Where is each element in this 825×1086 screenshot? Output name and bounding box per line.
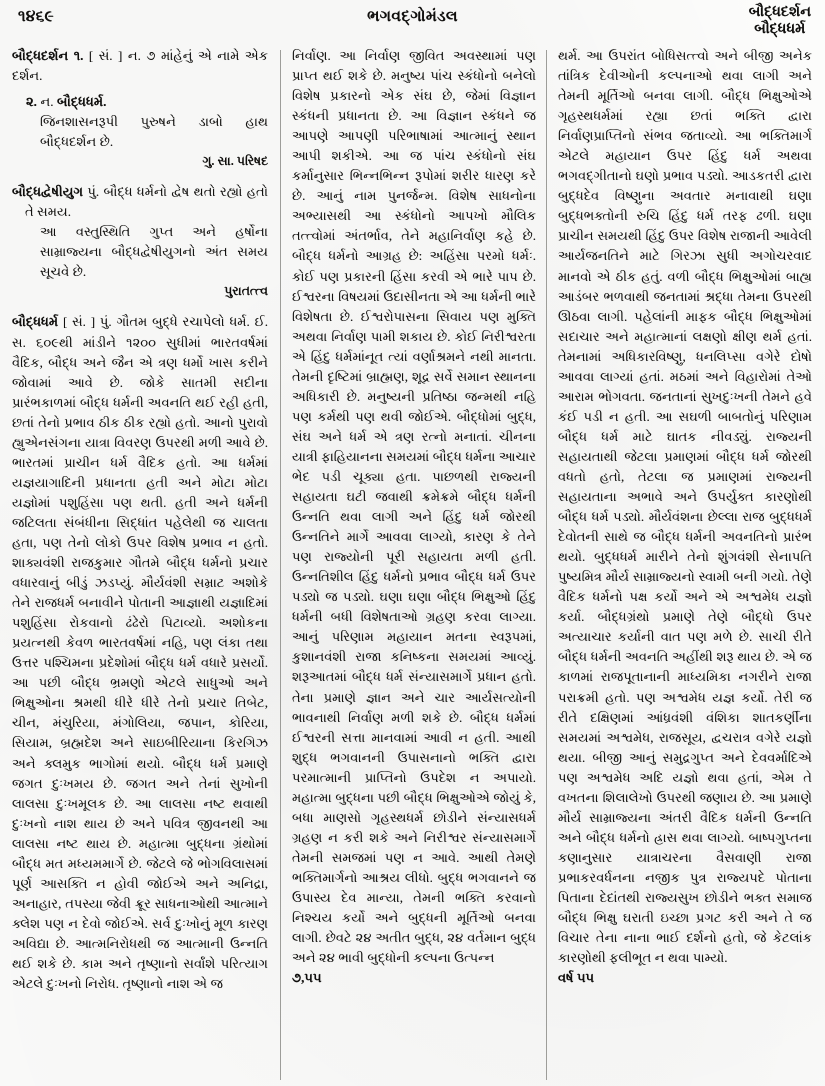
column-rule-1 [280,50,281,1080]
column-container [0,46,825,1086]
column-rule-2 [546,50,547,1080]
column-3 [558,46,812,1086]
book-title: ભગવદ્ગોમંડલ [367,8,458,25]
column-tail-number [292,968,536,988]
entry-headword: બૌદ્ધદ્વેષીયુગ [12,184,84,200]
entry-sense-number: ૧. [73,48,84,63]
entry-headword: બૌદ્ધધર્મ [12,314,59,330]
entry-part-of-speech: પું. [87,184,100,200]
entry-gap [12,301,268,312]
entry-gap [12,171,268,182]
dictionary-entry-bauddhadveshiyug [12,182,268,222]
entry-definition: ૭ માંહેનું એ નામે એક દર્શન. [12,48,268,84]
tail-number-value: વર્ષ ૫૫ [558,970,595,986]
running-head-keyword-1: બૌદ્ધદર્શન [748,4,811,20]
entry-etymology-bracket: [ સં. ] [62,314,96,330]
article-body-continued: થર્મ. આ ઉપરાંત બોધિસત્ત્વો અને બીજી અનેક તાંત્રિક દેવીઓની કલ્પનાઓ થવા લાગી અને તેમની મૂર્તિઓ બનવા લાગી. બૌદ્ધ ભિક્ષુઓએ ગૃહસ્થધર્મમાં રહ્યા છતાં ભક્તિ દ્વારા નિર્વાણપ્રાપ્તિનો સંભવ જતાવ્યો. આ ભક્તિમાર્ગ એટલે મહાયાન ઉપર હિંદુ ધર્મ અથવા ભગવદ્ગીતાનો ઘણો પ્રભાવ પડ્યો. આડકતરી દ્વારા બુદ્ધદેવ વિષ્ણુના અવતાર મનાવાથી ઘણા બુદ્ધભક્તોની રુચિ હિંદુ ધર્મ તરફ ઢળી. ઘણા પ્રાચીન સમયથી હિંદુ ઉપર વિશેષ રાજાની આવેલી આર્યજનતિને માટે ગિરઝા સુધી અગોચરવાદ માનવો એ ઠીક હતું. વળી બૌદ્ધ ભિક્ષુઓમાં બાહ્ય આડંબર ભળવાથી જનતામાં શ્રદ્ધા તેમના ઉપરથી ઊઠવા લાગી. પહેલાંની માફક બૌદ્ધ ભિક્ષુઓમાં સદાચાર અને મહાત્માનાં લક્ષણો ક્ષીણ થર્મ હતાં. તેમનામાં અધિકારવિષ્ણુ, ધનલિપ્સા વગેરે દોષો આવવા લાગ્યાં હતાં. મઠમાં અને વિહારોમાં તેઓ આરામ ભોગવતા. જનતાનાં સુખદુઃખની તેમને હવે કંઈ પડી ન હતી. આ સઘળી બાબતોનું પરિણામ બૌદ્ધ ધર્મ માટે ઘાતક નીવડ્યું. રાજ્યની સહાયતાથી જેટલા પ્રમાણમાં બૌદ્ધ ધર્મ જોરથી વધતો હતો, તેટલા જ પ્રમાણમાં રાજ્યની સહાયતાના અભાવે અને ઉપર્યુક્ત કારણોથી બૌદ્ધ ધર્મ પડ્યો. મૌર્યવંશના છેલ્લા રાજ બુદ્ધધર્મ દેવોતની સાથે જ બૌદ્ધ ધર્મની અવનતિનો પ્રારંભ થયો. બુદ્ધધર્મ મારીને તેનો શુંગવંશી સેનાપતિ પુષ્યમિત્ર મૌર્ય સામ્રાજ્યનો સ્વામી બની ગયો. તેણે વૈદિક ધર્મનો પક્ષ કર્યો અને એ અશ્વમેધ યજ્ઞો કર્યા. બૌદ્ધગ્રંથો પ્રમાણે તેણે બૌદ્ધો ઉપર અત્યાચાર કર્યાની વાત પણ મળે છે. સાચી રીતે બૌદ્ધ ધર્મની અવનતિ અહીંથી શરૂ થાય છે. એ જ કાળમાં રાજપૂતાનાની માધ્યમિકા નગરીને રાજા પરાક્રમી હતો. પણ અશ્વમેધ યજ્ઞ કર્યો. તેરી જ રીતે દક્ષિણમાં આંધ્રવંશી વંશિકા શાતકર્ણીના સમયમાં અશ્વમેધ, રાજસૂય, દ્વચરાત્ર વગેરે યજ્ઞો થયા. બીજી આનું સમુદ્રગુપ્ત અને દેવવર્માદિએ પણ અશ્વમેધ અદિ યજ્ઞો થવા હતાં, એમ તે વખતના શિલાલેખો ઉપરથી જણાય છે. આ પ્રમાણે મૌર્ય સામ્રાજ્યના અંતરી વૈદિક ધર્મની ઉન્નતિ અને બૌદ્ધ ધર્મનો હ્રાસ થવા લાગ્યો. બાષ્પગુપ્તના કણાનુસાર યાત્રાચરના વૈસવાણી રાજા પ્રભાકરવર્ધનના નજીક પુત્ર રાજ્યપદે પોતાના પિતાના દેદાંતથી રાજ્યસુખ છોડીને ભક્ત સમાજ બૌદ્ધ ભિક્ષુ ઘરાતી ઇચ્છા પ્રગટ કરી અને તે જ વિચાર તેના નાના ભાઈ દર્શનો હતો, જે કેટલાંક કારણોથી ફલીભૂત ન થવા પામ્યો. [558,48,812,966]
column-2 [292,46,536,1086]
tail-number-value: ૭,૫૫ [292,970,322,986]
column-1 [12,46,268,1086]
running-head-keywords [749,4,811,38]
article-body-continued: નિર્વાણ. આ નિર્વાણ જીવિત અવસ્થામાં પણ પ્રાપ્ત થઈ શકે છે. મનુષ્ય પાંચ સ્કંધોનો બનેલો વિશેષ પ્રકારનો એક સંઘ છે, જેમાં વિજ્ઞાન સ્કંધની પ્રધાનતા છે. આ વિજ્ઞાન સ્કંધને જ આપણે આપણી પરિભાષામાં આત્માનું સ્થાન આપી શકીએ. આ જ પાંચ સ્કંધોનો સંઘ કર્માનુસાર ભિન્નભિન્ન રૂપોમાં શરીર ધારણ કરે છે. આનું નામ પુનર્જન્મ. વિશેષ સાધનોના અભ્યાસથી આ સ્કંધોનો આપખો મૌલિક તત્ત્વોમાં અંતર્ભાવ, તેને મહાનિર્વાણ કહે છે. બૌદ્ધ ધર્મનો આગ્રહ છે: અહિંસા પરમો ધર્મઃ. કોઈ પણ પ્રકારની હિંસા કરવી એ ભારે પાપ છે. ઈશ્વરના વિષયમાં ઉદાસીનતા એ આ ધર્મની ભારે વિશેષતા છે. ઈશ્વરોપાસના સિવાય પણ મુક્તિ અથવા નિર્વાણ પામી શકાય છે. કોઈ નિરીશ્વરતા એ હિંદુ ધર્મમાંનૂત ત્યાં વર્ણાશ્રમને નથી માનતા. તેમની દૃષ્ટિમાં બ્રાહ્મણ, શૂદ્ર સર્વે સમાન સ્થાનના અધિકારી છે. મનુષ્યની પ્રતિષ્ઠા જન્મથી નહિ પણ કર્મથી પણ થવી જોઈએ. બૌદ્ધોમાં બુદ્ધ, સંઘ અને ધર્મ એ ત્રણ રત્નો મનાતાં. ચીનના યાત્રી ફાહિયાનના સમયમાં બૌદ્ધ ધર્મના આચાર ભેદ પડી ચૂક્યા હતા. પાછળથી રાજ્યની સહાયતા ઘટી જવાથી ક્રમેક્રમે બૌદ્ધ ધર્મની ઉન્નતિ થવા લાગી અને હિંદુ ધર્મ જોરથી ઉન્નતિને માર્ગે આવવા લાગ્યો, કારણ કે તેને પણ રાજ્યોની પૂરી સહાયતા મળી હતી. ઉન્નતિશીલ હિંદુ ધર્મનો પ્રભાવ બૌદ્ધ ધર્મ ઉપર પડ્યો જ પડ્યો. ઘણા ઘણા બૌદ્ધ ભિક્ષુઓ હિંદુ ધર્મની બધી વિશેષતાઓ ગ્રહણ કરવા લાગ્યા. આનું પરિણામ મહાયાન મતના સ્વરૂપમાં, કુશાનવંશી રાજા કનિષ્કના સમયમાં આવ્યું. શરૂઆતમાં બૌદ્ધ ધર્મ સંન્યાસમાર્ગે પ્રધાન હતો. તેના પ્રમાણે જ્ઞાન અને ચાર આર્યસત્યોની ભાવનાથી નિર્વાણ મળી શકે છે. બૌદ્ધ ધર્મમાં ઈશ્વરની સત્તા માનવામાં આવી ન હતી. આથી શુદ્ધ ભગવાનની ઉપાસનાનો ભક્તિ દ્વારા પરમાત્માની પ્રાપ્તિનો ઉપદેશ ન અપાયો. મહાત્મા બુદ્ધના પછી બૌદ્ધ ભિક્ષુઓએ જોયું કે, બધા માણસો ગૃહસ્થધર્મ છોડીને સંન્યાસધર્મ ગ્રહણ ન કરી શકે અને નિરીશ્વર સંન્યાસમાર્ગે તેમની સમજમાં પણ ન આવે. આથી તેમણે ભક્તિમાર્ગનો આશ્રય લીધો. બુદ્ધ ભગવાનને જ ઉપાસ્ય દેવ માન્યા, તેમની ભક્તિ કરવાનો નિશ્ચય કર્યો અને બુદ્ધની મૂર્તિઓ બનવા લાગી. છેવટે ૨૪ અતીત બુદ્ધ, ૨૪ વર્તમાન બુદ્ધ અને ૨૪ ભાવી બુદ્ધોની કલ્પના ઉત્પન્ન [292,48,536,966]
sense-part-of-speech: ન. [40,94,54,110]
sense-definition: બૌદ્ધધર્મ. [56,94,107,110]
entry-headword: બૌદ્ધદર્શન [12,48,69,63]
entry-part-of-speech: ન. [127,48,141,63]
entry-citation: ગુ. સા. પરિષદ [202,154,268,169]
entry-part-of-speech: પું. [99,314,112,330]
entry-definition: બૌદ્ધ ધર્મનો દ્વેષ થતો રહ્યો હતો તે સમય. [25,184,268,220]
column-tail-number [558,968,812,988]
entry-etymology-bracket: [ સં. ] [88,48,123,63]
dictionary-sense-2 [12,92,268,112]
dictionary-entry-bauddhadharma [12,312,268,994]
running-head [0,0,825,46]
entry-article-body: ગૌતમ બુદ્ધે રચાપેલો ધર્મ. ઈ. સ. ૬૦૯થી માંડીને ૧૨૦૦ સુધીમાં ભારતવર્ષમાં વૈદિક, બૌદ્ધ અને જૈન એ ત્રણ ધર્મો ખાસ કરીને જોવામાં આવે છે. જોકે સાતમી સદીના પ્રારંભકાળમાં બૌદ્ધ ધર્મની અવનતિ થઈ રહી હતી, છતાં તેનો પ્રભાવ ઠીક ઠીક રહ્યો હતો. આનો પુરાવો હ્યુએનસંગના યાત્રા વિવરણ ઉપરથી મળી આવે છે. ભારતમાં પ્રાચીન ધર્મ વૈદિક હતો. આ ધર્મમાં યજ્ઞયાગાદિની પ્રધાનતા હતી અને મોટા મોટા યજ્ઞોમાં પશુહિંસા પણ થતી. હતી અને ધર્મની જટિલતા સંબંધીના સિદ્ધાંત પહેલેથી જ ચાલતા હતા, પણ તેનો લોકો ઉપર વિશેષ પ્રભાવ ન હતો. શાક્યવંશી રાજકુમાર ગૌતમે બૌદ્ધ ધર્મનો પ્રચાર વધારવાનું બીડું ઝડપ્યું. મૌર્યવંશી સમ્રાટ અશોકે તેને રાજધર્મ બનાવીને પોતાની આજ્ઞાથી યજ્ઞાદિમાં પશુહિંસા રોકવાનો ઢંઢેરો પિટાવ્યો. અશોકના પ્રયત્નથી કેવળ ભારતવર્ષમાં નહિ, પણ લંકા તથા ઉત્તર પશ્ચિમના પ્રદેશોમાં બૌદ્ધ ધર્મ વધારે પ્રસર્યો. આ પછી બૌદ્ધ ભ્રમણો એટલે સાધુઓ અને ભિક્ષુઓના શ્રમથી ધીરે ધીરે તેનો પ્રચાર તિબેટ, ચીન, મંચુરિયા, મંગોલિયા, જપાન, કોરિયા, સિયામ, બ્રહ્મદેશ અને સાઇબીરિયાના કિરગિઝ અને ક્લમુક ભાગોમાં થયો. બૌદ્ધ ધર્મ પ્રમાણે જગત દુઃખમય છે. જગત અને તેનાં સુખોની લાલસા દુઃખમૂલક છે. આ લાલસા નષ્ટ થવાથી દુઃખનો નાશ થાય છે અને પવિત્ર જીવનથી આ લાલસા નષ્ટ થાય છે. મહાત્મા બુદ્ધના ગ્રંથોમાં બૌદ્ધ મત મધ્યમમાર્ગે છે. જેટલે જે ભોગવિલાસમાં પૂર્ણ આસક્તિ ન હોવી જોઈએ અને અનિદ્રા, અનાહાર, તપસ્યા જેવી ક્રૂર સાધનાઓથી આત્માને ક્લેશ પણ ન દેવો જોઈએ. સર્વ દુઃખોનું મૂળ કારણ અવિદ્યા છે. આત્મનિરોધથી જ આત્માની ઉન્નતિ થઈ શકે છે. કામ અને તૃષ્ણાનો સર્વાંશે પરિત્યાગ એટલે દુઃખનો નિરોધ. તૃષ્ણાનો નાશ એ જ [12,314,268,992]
sense-number: ૨. [26,94,37,110]
folio-number: ૧૪૬૯ [18,8,54,25]
entry-quotation: આ વસ્તુસ્થિતિ ગુપ્ત અને હર્ષોના સામ્રાજ્યના બૌદ્ધદ્વેષીયુગનો અંત સમય સૂચવે છે. [40,224,268,280]
entry-quotation: જિનશાસનરૂપી પુરુષને ડાબો હાથ બૌદ્ધદર્શન છે. [40,114,268,150]
running-head-keyword-2: બૌદ્ધધર્મ [754,21,806,38]
entry-citation: પુરાતત્ત્વ [224,284,268,299]
dictionary-entry-bauddhadarshan [12,46,268,86]
